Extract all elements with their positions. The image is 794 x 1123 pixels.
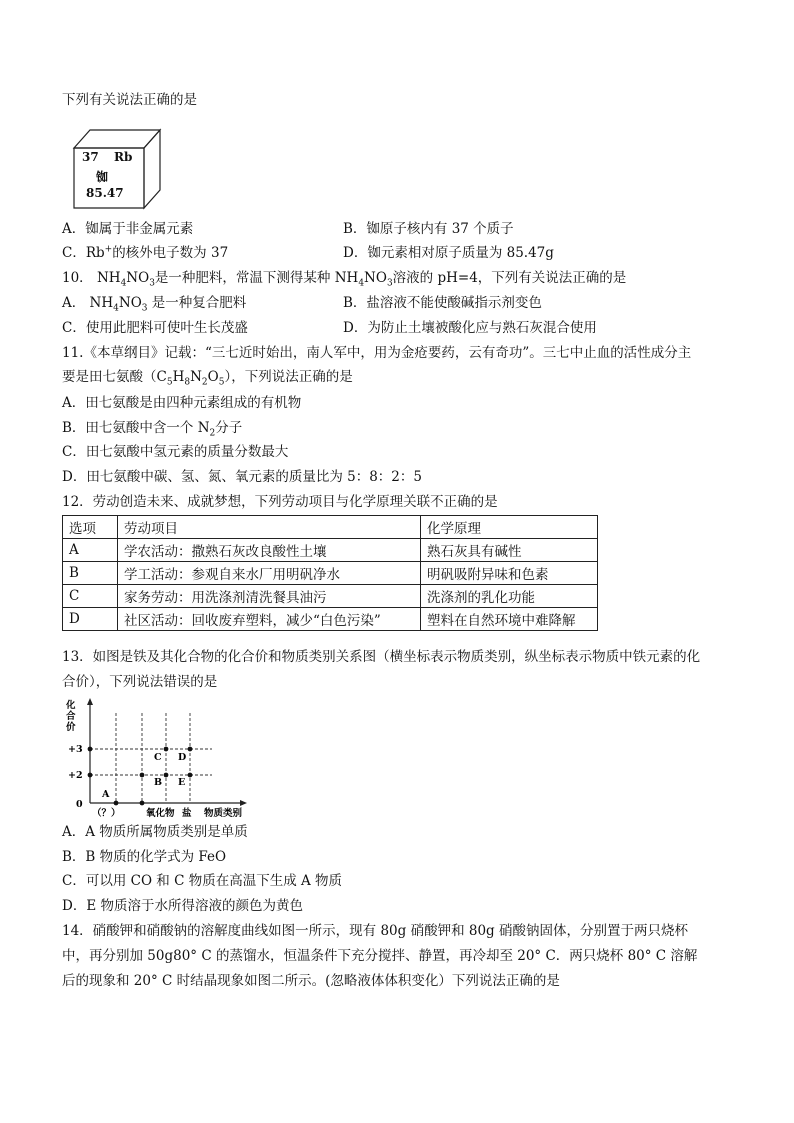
y-tick-label: +3 bbox=[68, 744, 83, 755]
x-axis-arrow bbox=[240, 800, 247, 806]
table-cell: B bbox=[63, 562, 118, 585]
point-label-c: C bbox=[154, 752, 162, 763]
q10-option-c: C．使用此肥料可使叶生长茂盛 bbox=[62, 320, 248, 336]
table-cell: C bbox=[63, 585, 118, 608]
x-axis-label: 物质类别 bbox=[204, 808, 243, 819]
table-header-row bbox=[63, 516, 598, 539]
q13-option-c: C．可以用 CO 和 C 物质在高温下生成 A 物质 bbox=[62, 873, 343, 889]
y-axis-label: 化 bbox=[66, 700, 76, 711]
table-header-cell: 劳动项目 bbox=[118, 516, 421, 539]
table-header-cell: 化学原理 bbox=[421, 516, 598, 539]
q13-stem-line2: 合价），下列说法错误的是 bbox=[62, 674, 218, 690]
data-point bbox=[140, 773, 145, 778]
q11-option-a: A．田七氨酸是由四种元素组成的有机物 bbox=[62, 395, 302, 411]
q10-option-b: B．盐溶液不能使酸碱指示剂变色 bbox=[343, 295, 542, 311]
q11-option-c: C．田七氨酸中氢元素的质量分数最大 bbox=[62, 444, 289, 460]
table-cell: 学工活动：参观自来水厂用明矾净水 bbox=[118, 562, 421, 585]
q11-stem-line1: 11.《本草纲目》记载：“三七近时始出，南人军中，用为金疮要药，云有奇功”。三七中止血的活性成分主 bbox=[62, 345, 692, 361]
table-cell: 塑料在自然环境中难降解 bbox=[421, 608, 598, 631]
x-tick-label: 氧化物 bbox=[146, 808, 175, 819]
point-label-d: D bbox=[178, 752, 187, 763]
table-cell: 明矾吸附异味和色素 bbox=[421, 562, 598, 585]
data-point bbox=[140, 801, 145, 806]
table-cell: A bbox=[63, 539, 118, 562]
y-tick-label: +2 bbox=[68, 770, 83, 781]
table-cell: 洗涤剂的乳化功能 bbox=[421, 585, 598, 608]
q13-stem-line1: 13．如图是铁及其化合物的化合价和物质类别关系图（横坐标表示物质类别，纵坐标表示物质中铁元素的化 bbox=[62, 649, 701, 665]
element-atomic-number: 37 bbox=[82, 150, 99, 164]
q13-option-d: D．E 物质溶于水所得溶液的颜色为黄色 bbox=[62, 898, 303, 914]
intro-line: 下列有关说法正确的是 bbox=[62, 92, 197, 108]
q9-option-b: B．铷原子核内有 37 个质子 bbox=[343, 221, 514, 237]
y-axis-label: 合 bbox=[66, 711, 76, 722]
table-row bbox=[63, 539, 598, 562]
data-point bbox=[164, 773, 169, 778]
x-tick-label: 盐 bbox=[182, 808, 192, 819]
x-tick-label: （？） bbox=[92, 808, 121, 819]
q9-option-c: C．Rb+的核外电子数为 37 bbox=[62, 244, 229, 261]
table-cell: 家务劳动：用洗涤剂清洗餐具油污 bbox=[118, 585, 421, 608]
q10-option-a: A． $NH_4NO_3$ 是一种复合肥料 bbox=[62, 295, 247, 314]
q10-stem: 10． $NH_4NO_3$是一种肥料，常温下测得某种 $NH_4NO_3$溶液的 pH=4，下列有关说法正确的是 bbox=[62, 270, 627, 289]
table-cell: D bbox=[63, 608, 118, 631]
table-header-cell: 选项 bbox=[63, 516, 118, 539]
table-row bbox=[63, 608, 598, 631]
point-label-e: E bbox=[178, 777, 186, 788]
point-label-a: A bbox=[102, 789, 110, 800]
q13-option-b: B．B 物质的化学式为 FeO bbox=[62, 849, 227, 865]
q11-option-d: D．田七氨酸中碳、氢、氮、氧元素的质量比为 5：8：2：5 bbox=[62, 469, 422, 485]
table-cell: 社区活动：回收废弃塑料，减少“白色污染” bbox=[118, 608, 421, 631]
q11-option-b: B．田七氨酸中含一个 $N_2$分子 bbox=[62, 420, 243, 439]
data-point bbox=[188, 773, 193, 778]
q10-option-d: D．为防止土壤被酸化应与熟石灰混合使用 bbox=[343, 320, 597, 336]
data-point bbox=[88, 773, 93, 778]
point-label-b: B bbox=[154, 777, 163, 788]
q14-stem-line1: 14．硝酸钾和硝酸钠的溶解度曲线如图一所示，现有 80g 硝酸钾和 80g 硝酸钠固体，分别置于两只烧杯 bbox=[62, 923, 688, 939]
data-point bbox=[114, 801, 119, 806]
q13-option-a: A．A 物质所属物质类别是单质 bbox=[62, 824, 248, 840]
table-cell: 熟石灰具有碱性 bbox=[421, 539, 598, 562]
q14-stem-line2: 中，再分别加 50g80° C 的蒸馏水，恒温条件下充分搅拌、静置，再冷却至 20° C．两只烧杯 80° C 溶解 bbox=[62, 948, 698, 964]
table-row bbox=[63, 562, 598, 585]
data-point bbox=[164, 747, 169, 752]
q14-stem-line3: 后的现象和 20° C 时结晶现象如图二所示。(忽略液体体积变化）下列说法正确的是 bbox=[62, 973, 560, 989]
element-mass: 85.47 bbox=[86, 186, 124, 200]
y-axis-arrow bbox=[87, 698, 93, 705]
q9-option-a: A．铷属于非金属元素 bbox=[62, 221, 194, 237]
element-symbol: Rb bbox=[114, 150, 133, 164]
valence-category-graph bbox=[62, 697, 262, 819]
q9-option-d: D．铷元素相对原子质量为 85.47g bbox=[343, 245, 554, 261]
table-cell: 学农活动：撒熟石灰改良酸性土壤 bbox=[118, 539, 421, 562]
table-row bbox=[63, 585, 598, 608]
y-tick-label: 0 bbox=[76, 799, 83, 810]
y-axis-label: 价 bbox=[66, 722, 76, 733]
data-point bbox=[188, 747, 193, 752]
element-card bbox=[72, 128, 164, 210]
data-point bbox=[88, 747, 93, 752]
q11-stem-line2: 要是田七氨酸$(C_5H_8N_2O_5)$，下列说法正确的是 bbox=[62, 369, 353, 388]
q12-stem: 12．劳动创造未来、成就梦想，下列劳动项目与化学原理关联不正确的是 bbox=[62, 494, 498, 510]
q12-table bbox=[62, 515, 598, 631]
element-name: 铷 bbox=[96, 170, 109, 184]
